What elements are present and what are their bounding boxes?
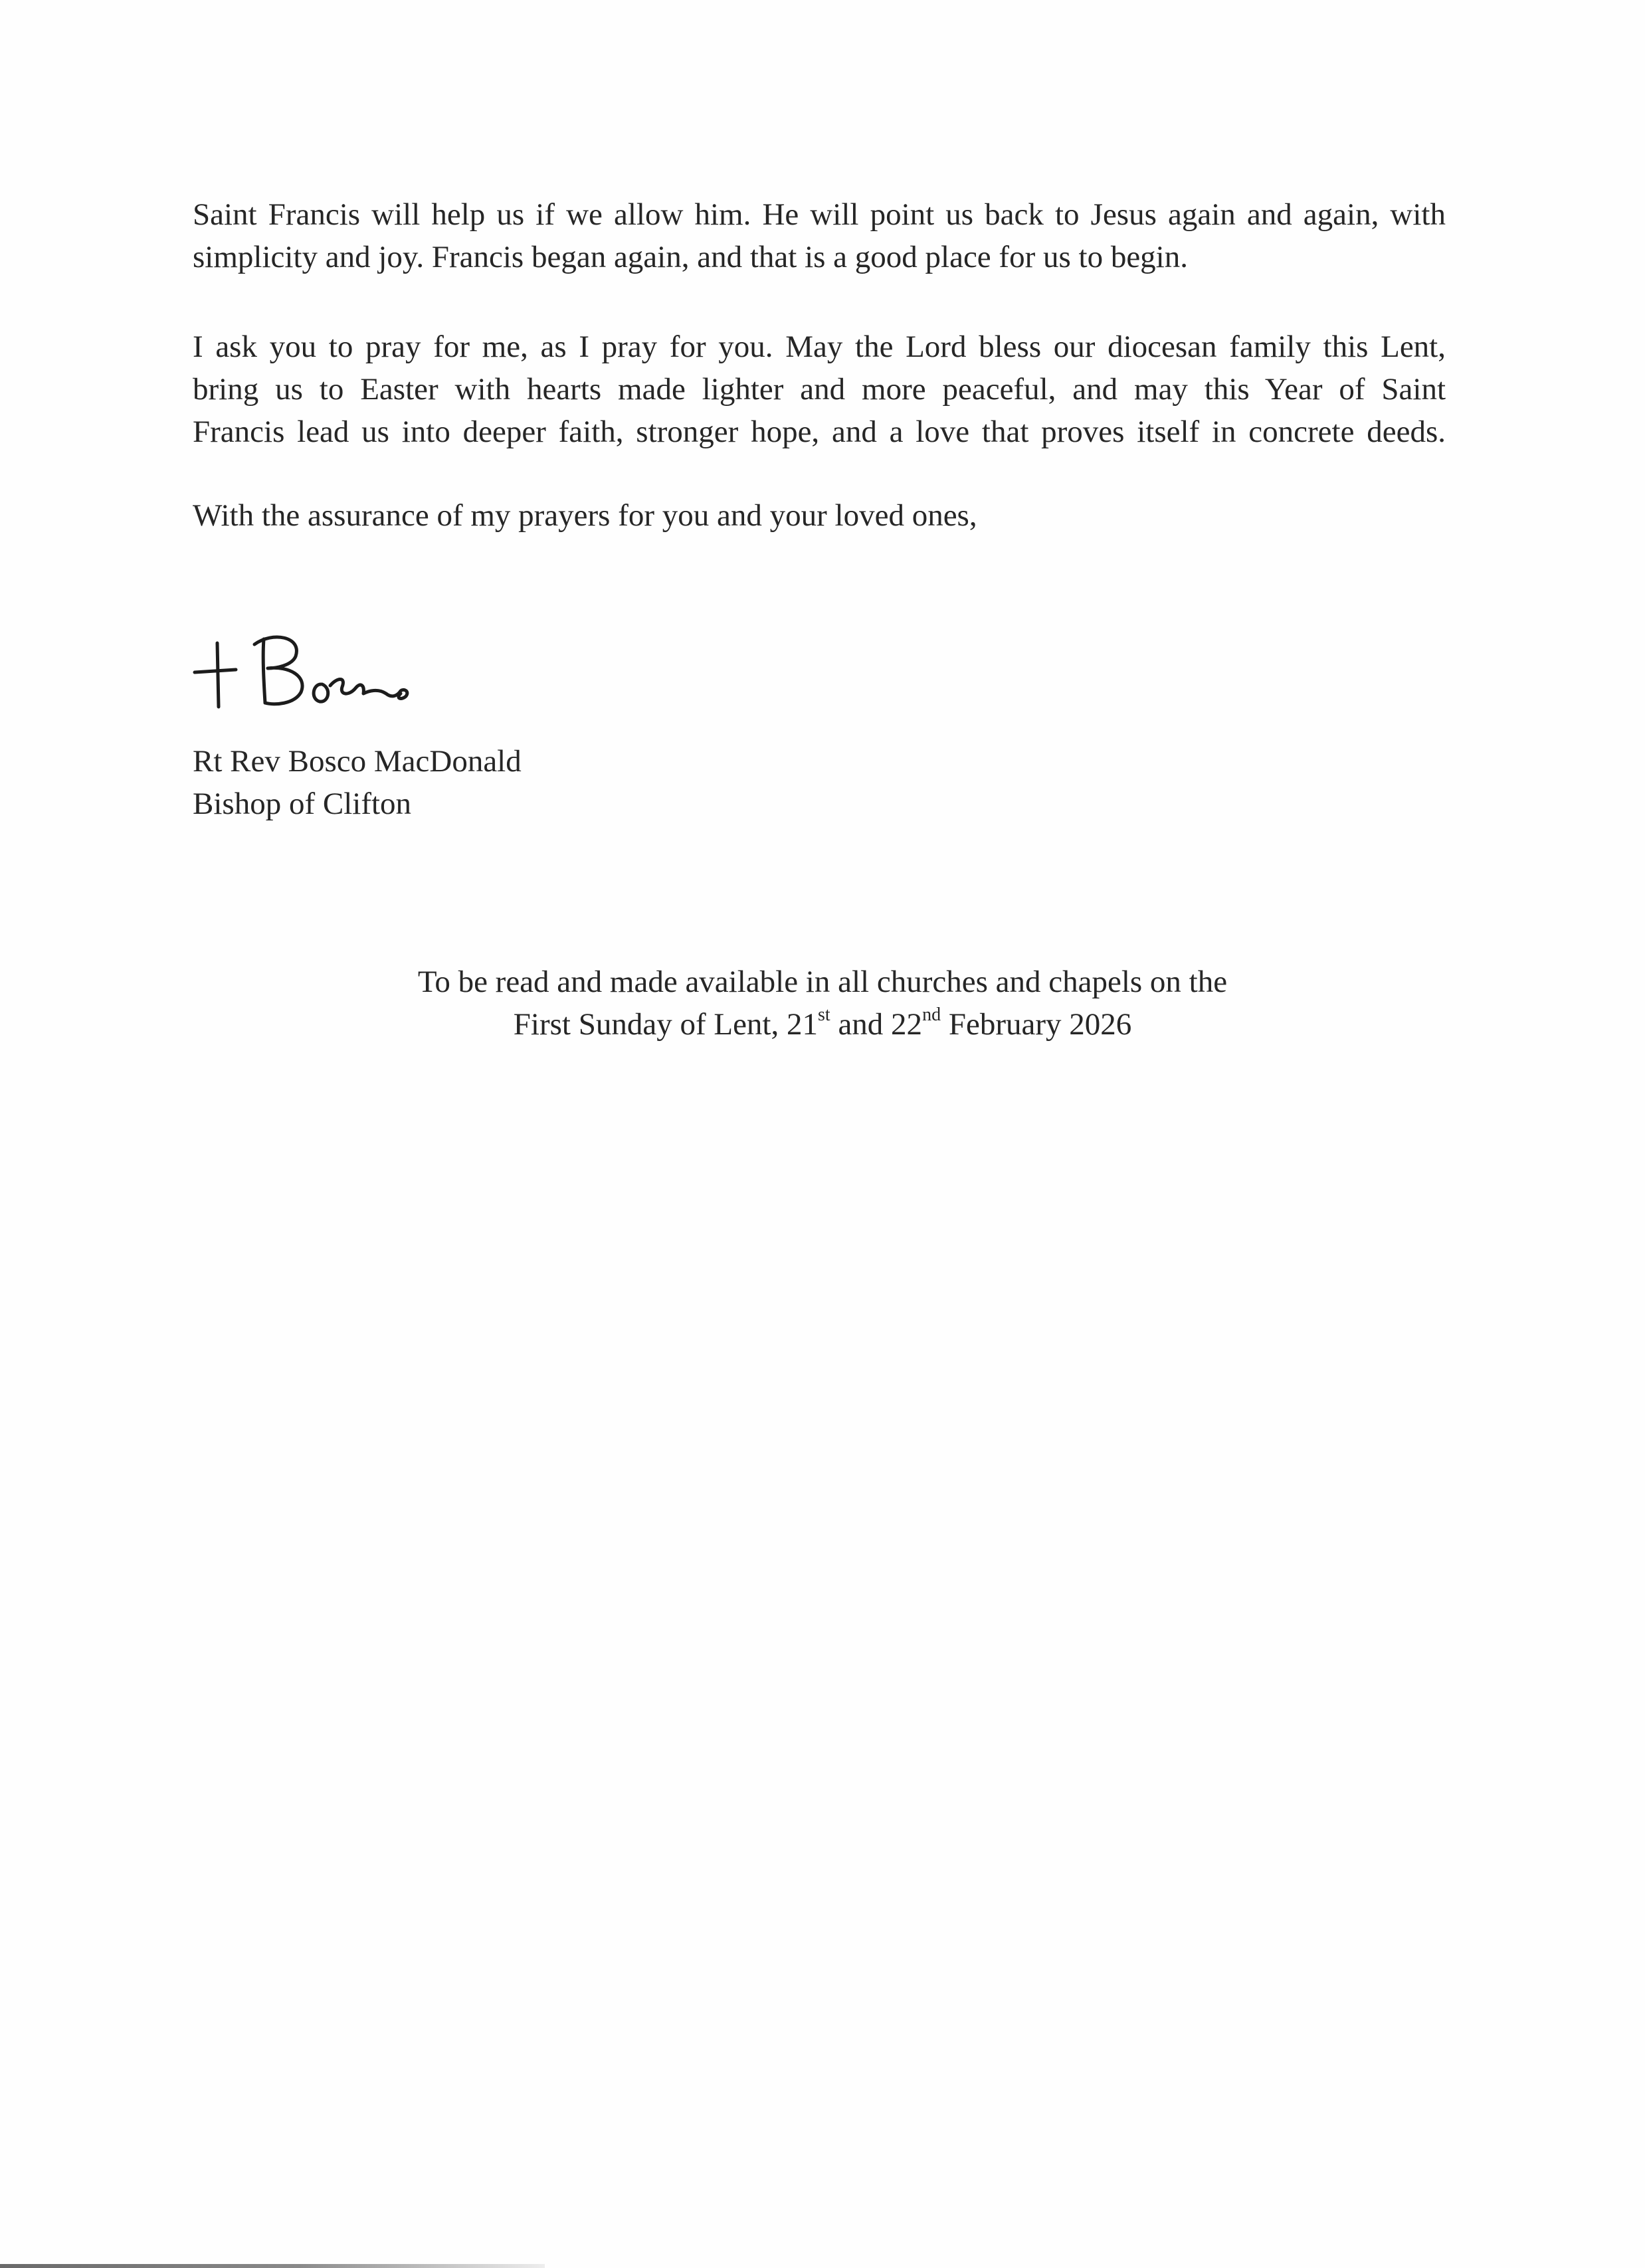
reading-instruction-note — [0, 961, 1645, 1046]
paragraph-line: simplicity and joy. Francis began again, and that is a good place for us to begin. — [193, 240, 1188, 274]
paragraph-prayer-request — [193, 326, 1446, 453]
note-line-1: To be read and made available in all churches and chapels on the — [417, 965, 1228, 999]
scan-edge-artifact — [0, 2264, 545, 2268]
paragraph-line: With the assurance of my prayers for you and your loved ones, — [193, 498, 977, 533]
signatory-title: Bishop of Clifton — [193, 787, 412, 821]
paragraph-line: I ask you to pray for me, as I pray for you. May the Lord bless our diocesan family this Lent, — [193, 330, 1446, 364]
paragraph-closing — [193, 494, 1446, 537]
signatory-name: Rt Rev Bosco MacDonald — [193, 744, 522, 779]
handwritten-signature-icon — [189, 624, 455, 711]
paragraph-saint-francis — [193, 193, 1446, 278]
signatory-block — [193, 740, 522, 825]
note-line-2 — [0, 1003, 1645, 1046]
paragraph-line: Francis lead us into deeper faith, stronger hope, and a love that proves itself in concrete deeds. — [193, 415, 1446, 449]
note-date-text: First Sunday of Lent, 21 — [513, 1007, 818, 1042]
note-date-text: and 22 — [830, 1007, 923, 1042]
ordinal-suffix: st — [818, 1004, 830, 1026]
paragraph-line: Saint Francis will help us if we allow him. He will point us back to Jesus again and again, with — [193, 197, 1446, 232]
note-date-text: February 2026 — [941, 1007, 1132, 1042]
paragraph-line: bring us to Easter with hearts made lighter and more peaceful, and may this Year of Saint — [193, 372, 1446, 407]
ordinal-suffix: nd — [922, 1004, 941, 1026]
